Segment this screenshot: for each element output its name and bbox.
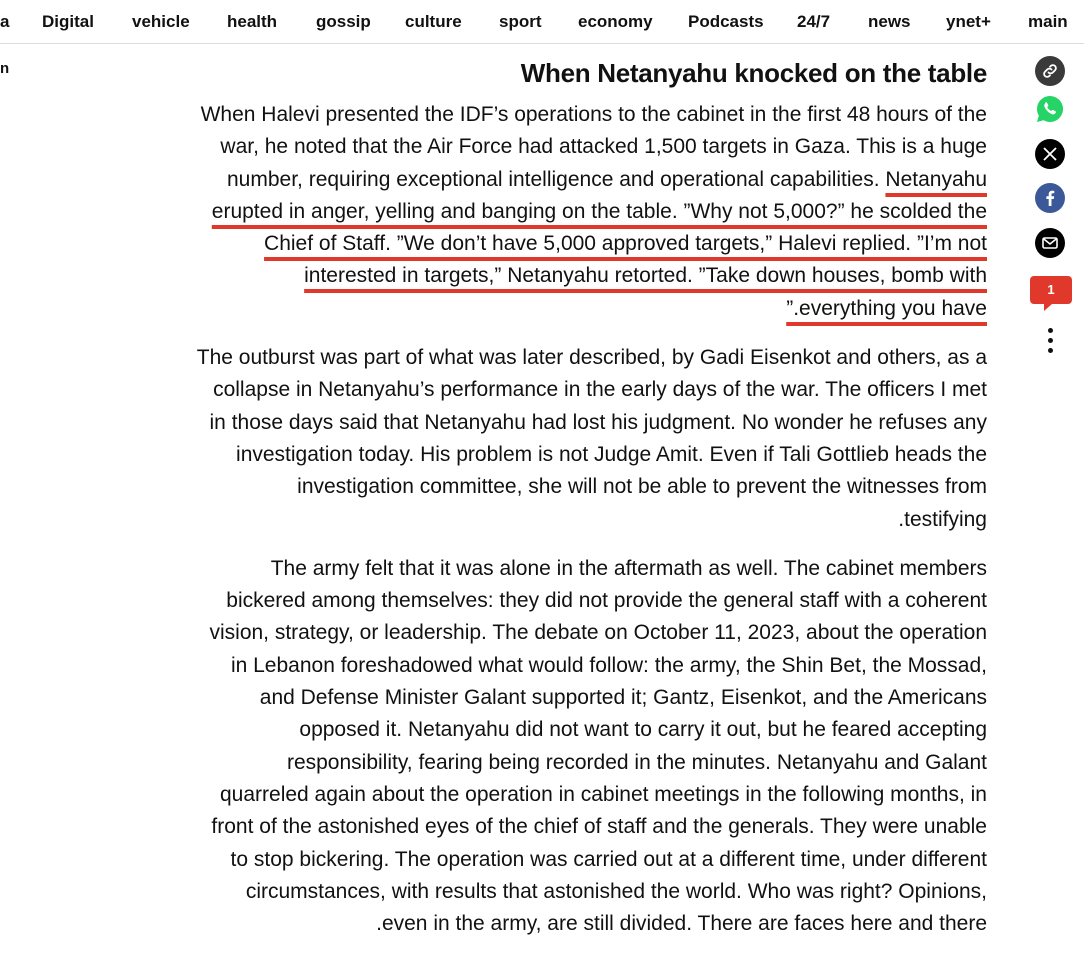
nav-item-vehicle[interactable]: vehicle	[132, 12, 190, 31]
text-line	[120, 293, 987, 325]
email-share-button[interactable]	[1035, 228, 1065, 258]
text-line: in those days said that Netanyahu had lost his judgment. No wonder he refuses any	[209, 410, 987, 434]
highlighted-quote: erupted in anger, yelling and banging on the table. ”Why not 5,000?” he scolded the	[211, 199, 987, 223]
nav-item-main[interactable]: main	[1028, 12, 1068, 31]
text-line: to stop bickering. The operation was carried out at a different time, under different	[230, 847, 987, 871]
text-line: .even in the army, are still divided. There are faces here and there	[376, 912, 987, 936]
text-line: investigation today. His problem is not Judge Amit. Even if Tali Gottlieb heads the	[236, 442, 987, 466]
text-line: quarreled again about the operation in cabinet meetings in the following months, in	[219, 782, 987, 806]
comment-count: 1	[1047, 282, 1055, 297]
text-line: .testifying	[898, 507, 987, 531]
copy-link-button[interactable]	[1035, 56, 1065, 86]
highlighted-quote: ”.everything you have	[786, 296, 987, 320]
paragraph-2	[120, 342, 987, 536]
text-line: vision, strategy, or leadership. The debate on October 11, 2023, about the operation	[209, 621, 987, 645]
text-line	[120, 228, 987, 260]
comments-button[interactable]	[1030, 276, 1072, 312]
text-line: The outburst was part of what was later described, by Gadi Eisenkot and others, as a	[196, 346, 987, 370]
whatsapp-icon	[1035, 94, 1065, 124]
article-subheadline: When Netanyahu knocked on the table	[520, 58, 987, 88]
whatsapp-share-button[interactable]	[1035, 94, 1065, 124]
email-icon	[1042, 237, 1058, 249]
more-options-button[interactable]	[1042, 328, 1058, 358]
text-line: front of the astonished eyes of the chief of staff and the generals. They were unable	[211, 815, 987, 839]
text-line: opposed it. Netanyahu did not want to carry it out, but he feared accepting	[299, 718, 987, 742]
facebook-share-button[interactable]	[1035, 183, 1065, 213]
text-line: investigation committee, she will not be able to prevent the witnesses from	[297, 475, 987, 499]
text-line: and Defense Minister Galant supported it; Gantz, Eisenkot, and the Americans	[259, 686, 987, 710]
nav-item-news[interactable]: news	[868, 12, 911, 31]
nav-item-sport[interactable]: sport	[499, 12, 542, 31]
text-line: in Lebanon foreshadowed what would follow: the army, the Shin Bet, the Mossad,	[230, 653, 987, 677]
highlighted-quote: interested in targets,” Netanyahu retorted. ”Take down houses, bomb with	[304, 264, 987, 288]
text-line: collapse in Netanyahu’s performance in the early days of the war. The officers I met	[213, 378, 987, 402]
x-share-button[interactable]	[1035, 139, 1065, 169]
article-body	[120, 56, 987, 957]
nav-item-digital[interactable]: Digital	[42, 12, 94, 31]
nav-item-health[interactable]: health	[227, 12, 278, 31]
text-line: responsibility, fearing being recorded in the minutes. Netanyahu and Galant	[286, 750, 987, 774]
more-icon	[1042, 328, 1058, 353]
nav-item-ynet-plus[interactable]: ynet+	[946, 12, 991, 31]
x-icon	[1043, 147, 1057, 161]
nav-item-culture[interactable]: culture	[405, 12, 462, 31]
nav-item-economy[interactable]: economy	[578, 12, 653, 31]
text-line: circumstances, with results that astonished the world. Who was right? Opinions,	[245, 879, 987, 903]
top-navigation	[0, 0, 1084, 44]
text-line: bickered among themselves: they did not provide the general staff with a coherent	[226, 589, 987, 613]
paragraph-3	[120, 553, 987, 941]
nav-item-gossip[interactable]: gossip	[316, 12, 371, 31]
nav-item-24-7[interactable]: 24/7	[797, 12, 831, 31]
facebook-icon	[1043, 190, 1057, 206]
text-line: war, he noted that the Air Force had attacked 1,500 targets in Gaza. This is a huge	[220, 135, 987, 159]
nav-item-podcasts[interactable]: Podcasts	[688, 12, 764, 31]
text-line: The army felt that it was alone in the aftermath as well. The cabinet members	[270, 556, 987, 580]
text-line: number, requiring exceptional intelligence and operational capabilities. Netanyahu	[226, 167, 987, 191]
link-icon	[1041, 62, 1059, 80]
paragraph-1	[120, 99, 987, 325]
text-line	[120, 196, 987, 228]
highlighted-quote: Netanyahu	[885, 167, 987, 191]
text-line: When Halevi presented the IDF’s operations to the cabinet in the first 48 hours of the	[200, 103, 987, 126]
nav-item-partial[interactable]: a	[0, 12, 10, 31]
side-fragment: n	[0, 60, 10, 77]
text-line	[120, 260, 987, 292]
highlighted-quote: Chief of Staff. ”We don’t have 5,000 approved targets,” Halevi replied. ”I’m not	[264, 232, 987, 256]
